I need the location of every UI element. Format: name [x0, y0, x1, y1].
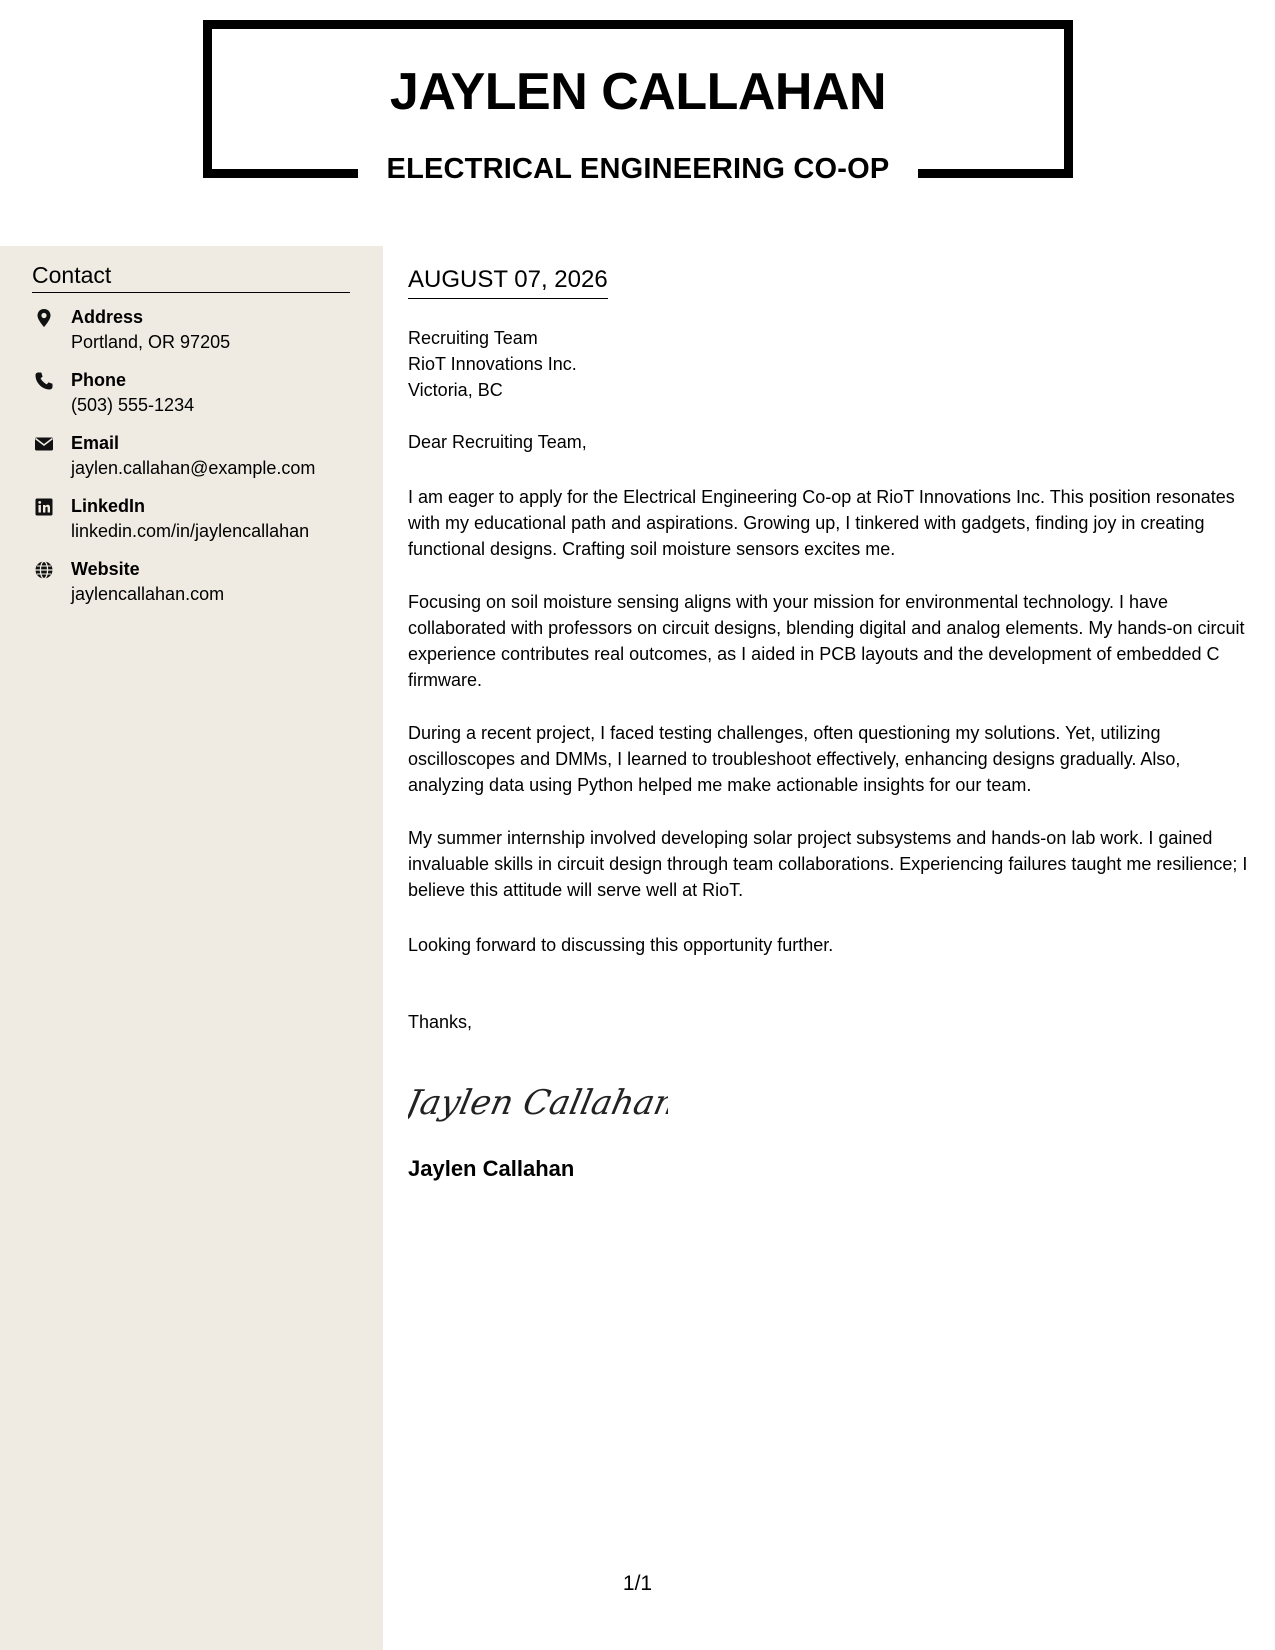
header-frame-bottom-left [203, 169, 358, 178]
contact-label: LinkedIn [71, 496, 146, 516]
page-number: 1/1 [622, 1572, 653, 1595]
phone-icon [34, 371, 54, 391]
contact-label: Phone [71, 370, 127, 390]
recipient-line: Recruiting Team [408, 328, 538, 348]
closing: Thanks, [408, 1012, 473, 1032]
header-frame-bottom-right [918, 169, 1073, 178]
contact-label: Email [71, 433, 120, 453]
contact-value: linkedin.com/in/jaylencallahan [71, 521, 310, 541]
contact-value: jaylen.callahan@example.com [71, 458, 316, 478]
sidebar [0, 246, 383, 1650]
contact-label: Website [71, 559, 140, 579]
applicant-name: JAYLEN CALLAHAN [389, 63, 887, 121]
recipient-block [408, 325, 577, 403]
contact-value: jaylencallahan.com [71, 584, 225, 604]
applicant-role: ELECTRICAL ENGINEERING CO-OP [386, 153, 890, 185]
body-paragraph: My summer internship involved developing solar project subsystems and hands-on lab work. I gained invaluable skills in circuit design through team collaborations. Experiencing failures taught me resilience; I believe this attitude will serve well at RioT. [408, 828, 1248, 900]
location-pin-icon [34, 308, 54, 328]
envelope-icon [34, 434, 54, 454]
contact-value: (503) 555-1234 [71, 395, 195, 415]
globe-icon [34, 560, 54, 580]
linkedin-icon [34, 497, 54, 517]
recipient-line: RioT Innovations Inc. [408, 354, 577, 374]
recipient-line: Victoria, BC [408, 380, 503, 400]
greeting: Dear Recruiting Team, [408, 432, 587, 452]
body-paragraph: Focusing on soil moisture sensing aligns with your mission for environmental technology. I have collaborated with professors on circuit designs, blending digital and analog elements. My hands-on circuit experience contributes real outcomes, as I aided in PCB layouts and the development of embedded C firmware. [408, 592, 1245, 690]
letter-date: AUGUST 07, 2026 [408, 266, 608, 299]
contact-value: Portland, OR 97205 [71, 332, 231, 352]
contact-title: Contact [32, 262, 350, 293]
contact-label: Address [71, 307, 144, 327]
body-paragraph: Looking forward to discussing this opportunity further. [408, 935, 834, 955]
handwritten-signature [408, 1070, 668, 1130]
body-paragraph: I am eager to apply for the Electrical Engineering Co-op at RioT Innovations Inc. This position resonates with my educational path and aspirations. Growing up, I tinkered with gadgets, finding joy in creating functional designs. Crafting soil moisture sensors excites me. [408, 487, 1235, 559]
signature-text: Jaylen Callahan [408, 1083, 668, 1123]
signer-name: Jaylen Callahan [408, 1156, 575, 1181]
body-paragraph: During a recent project, I faced testing challenges, often questioning my solutions. Yet, utilizing oscilloscopes and DMMs, I learned to troubleshoot effectively, enhancing designs gradually. Also, analyzing data using Python helped me make actionable insights for our team. [408, 723, 1181, 795]
